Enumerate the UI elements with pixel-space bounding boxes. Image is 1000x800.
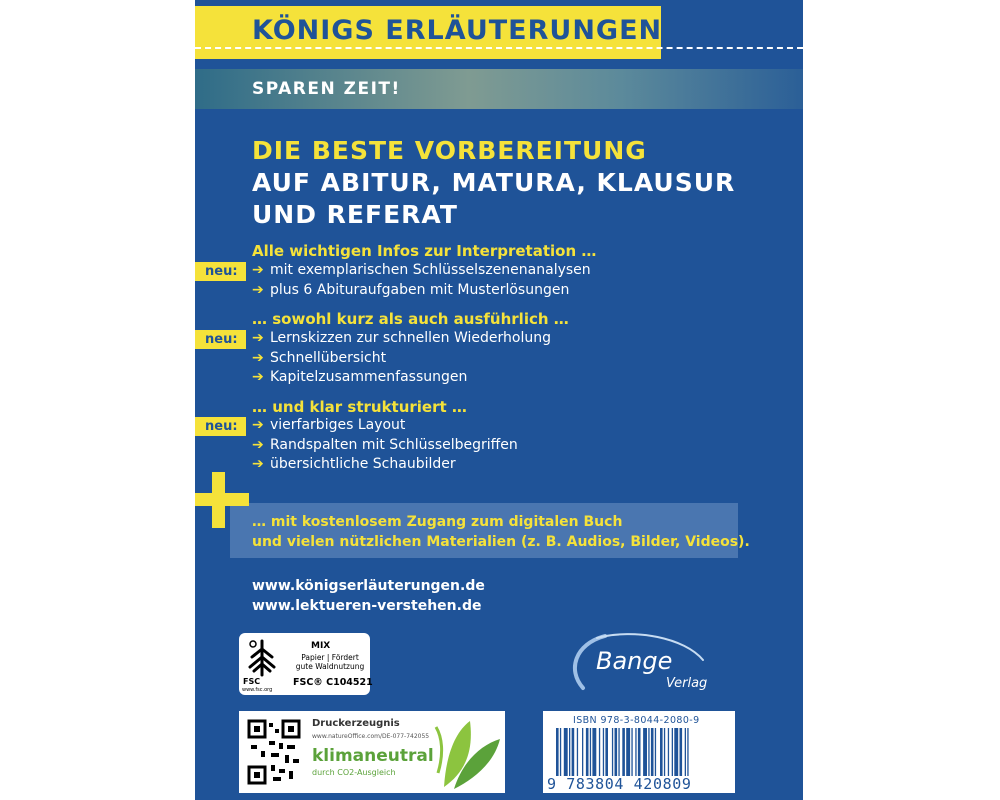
arrow-icon: ➔ — [252, 437, 264, 453]
barcode-bar — [586, 728, 589, 776]
list-item — [252, 369, 467, 389]
barcode-bar — [618, 728, 619, 776]
arrow-icon: ➔ — [252, 350, 264, 366]
tagline: SPAREN ZEIT! — [252, 79, 401, 99]
barcode-bar — [556, 728, 559, 776]
barcode-bar — [674, 728, 678, 776]
new-badge: neu: — [195, 417, 246, 436]
barcode-bar — [631, 728, 632, 776]
barcode-bar — [655, 728, 656, 776]
headline-line-1: DIE BESTE VORBEREITUNG — [252, 136, 647, 165]
series-title: KÖNIGS ERLÄUTERUNGEN — [252, 15, 663, 46]
plus-icon-stem — [212, 472, 225, 528]
book-back-cover — [195, 0, 803, 800]
new-badge: neu: — [195, 262, 246, 281]
barcode-bar — [687, 728, 688, 776]
qr-code-icon — [247, 719, 301, 785]
isbn-number: ISBN 978-3-8044-2080-9 — [573, 715, 700, 726]
website-link[interactable]: www.königserläuterungen.de — [252, 578, 485, 594]
barcode-bar — [664, 728, 665, 776]
list-item-label: Lernskizzen zur schnellen Wiederholung — [270, 330, 551, 346]
promo-line-2: und vielen nützlichen Materialien (z. B. Audios, Bilder, Videos). — [252, 534, 750, 550]
list-item — [252, 456, 456, 476]
barcode-bar — [599, 728, 600, 776]
list-item-label: Randspalten mit Schlüsselbegriffen — [270, 437, 518, 453]
arrow-icon: ➔ — [252, 417, 264, 433]
publisher-sub: Verlag — [666, 676, 708, 691]
barcode-bar — [648, 728, 649, 776]
barcode-bar — [564, 728, 568, 776]
barcode-bar — [582, 728, 583, 776]
list-item — [252, 330, 551, 350]
dashed-divider — [195, 47, 803, 49]
promo-line-1: … mit kostenlosem Zugang zum digitalen Buch — [252, 514, 623, 530]
group-heading: … und klar strukturiert … — [252, 398, 467, 416]
barcode-bar — [626, 728, 630, 776]
list-item — [252, 282, 569, 302]
fsc-website: www.fsc.org — [242, 687, 273, 693]
barcode-icon — [556, 728, 726, 776]
barcode-bar — [685, 728, 686, 776]
list-item — [252, 350, 386, 370]
barcode-bar — [672, 728, 673, 776]
barcode-bar — [643, 728, 647, 776]
climate-title: Druckerzeugnis — [312, 718, 400, 729]
climate-subtext: durch CO2-Ausgleich — [312, 768, 396, 777]
arrow-icon: ➔ — [252, 369, 264, 385]
arrow-icon: ➔ — [252, 262, 264, 278]
group-heading: … sowohl kurz als auch ausführlich … — [252, 310, 569, 328]
barcode-bar — [660, 728, 663, 776]
fsc-description: Papier | Fördert gute Waldnutzung — [295, 653, 365, 671]
group-heading: Alle wichtigen Infos zur Interpretation … — [252, 242, 597, 260]
list-item-label: mit exemplarischen Schlüsselszenenanalysen — [270, 262, 591, 278]
barcode-bar — [612, 728, 613, 776]
barcode-bar — [651, 728, 654, 776]
headline-line-2: AUF ABITUR, MATURA, KLAUSUR — [252, 168, 736, 197]
climate-url: www.natureOffice.com/DE-077-742055 — [312, 733, 430, 740]
barcode-bar — [605, 728, 608, 776]
barcode-label — [543, 711, 735, 793]
arrow-icon: ➔ — [252, 282, 264, 298]
list-item-label: Kapitelzusammenfassungen — [270, 369, 468, 385]
website-link[interactable]: www.lektueren-verstehen.de — [252, 598, 482, 614]
barcode-bar — [615, 728, 618, 776]
fsc-mix: MIX — [311, 641, 331, 651]
list-item-label: vierfarbiges Layout — [270, 417, 406, 433]
new-badge: neu: — [195, 330, 246, 349]
list-item — [252, 437, 518, 457]
barcode-digits: 9 783804 420809 — [547, 775, 692, 793]
list-item-label: Schnellübersicht — [270, 350, 387, 366]
barcode-bar — [680, 728, 683, 776]
barcode-bar — [572, 728, 575, 776]
barcode-bar — [622, 728, 625, 776]
publisher-name: Bange — [596, 647, 673, 675]
arrow-icon: ➔ — [252, 330, 264, 346]
barcode-bar — [560, 728, 561, 776]
climate-neutral-text: klimaneutral — [312, 746, 434, 766]
list-item — [252, 262, 591, 282]
publisher-logo — [565, 630, 725, 700]
climate-neutral-label — [239, 711, 505, 793]
arrow-icon: ➔ — [252, 456, 264, 472]
list-item-label: übersichtliche Schaubilder — [270, 456, 456, 472]
leaf-icon — [434, 713, 504, 791]
barcode-bar — [577, 728, 578, 776]
barcode-bar — [638, 728, 641, 776]
fsc-code: FSC® C104521 — [293, 677, 373, 688]
barcode-bar — [569, 728, 570, 776]
list-item — [252, 417, 405, 437]
fsc-logo-text: FSC — [243, 677, 261, 686]
barcode-bar — [590, 728, 591, 776]
headline-line-3: UND REFERAT — [252, 200, 458, 229]
barcode-bar — [603, 728, 604, 776]
barcode-bar — [592, 728, 596, 776]
barcode-bar — [635, 728, 636, 776]
fsc-label — [239, 633, 373, 695]
list-item-label: plus 6 Abituraufgaben mit Musterlösungen — [270, 282, 570, 298]
barcode-bar — [668, 728, 669, 776]
